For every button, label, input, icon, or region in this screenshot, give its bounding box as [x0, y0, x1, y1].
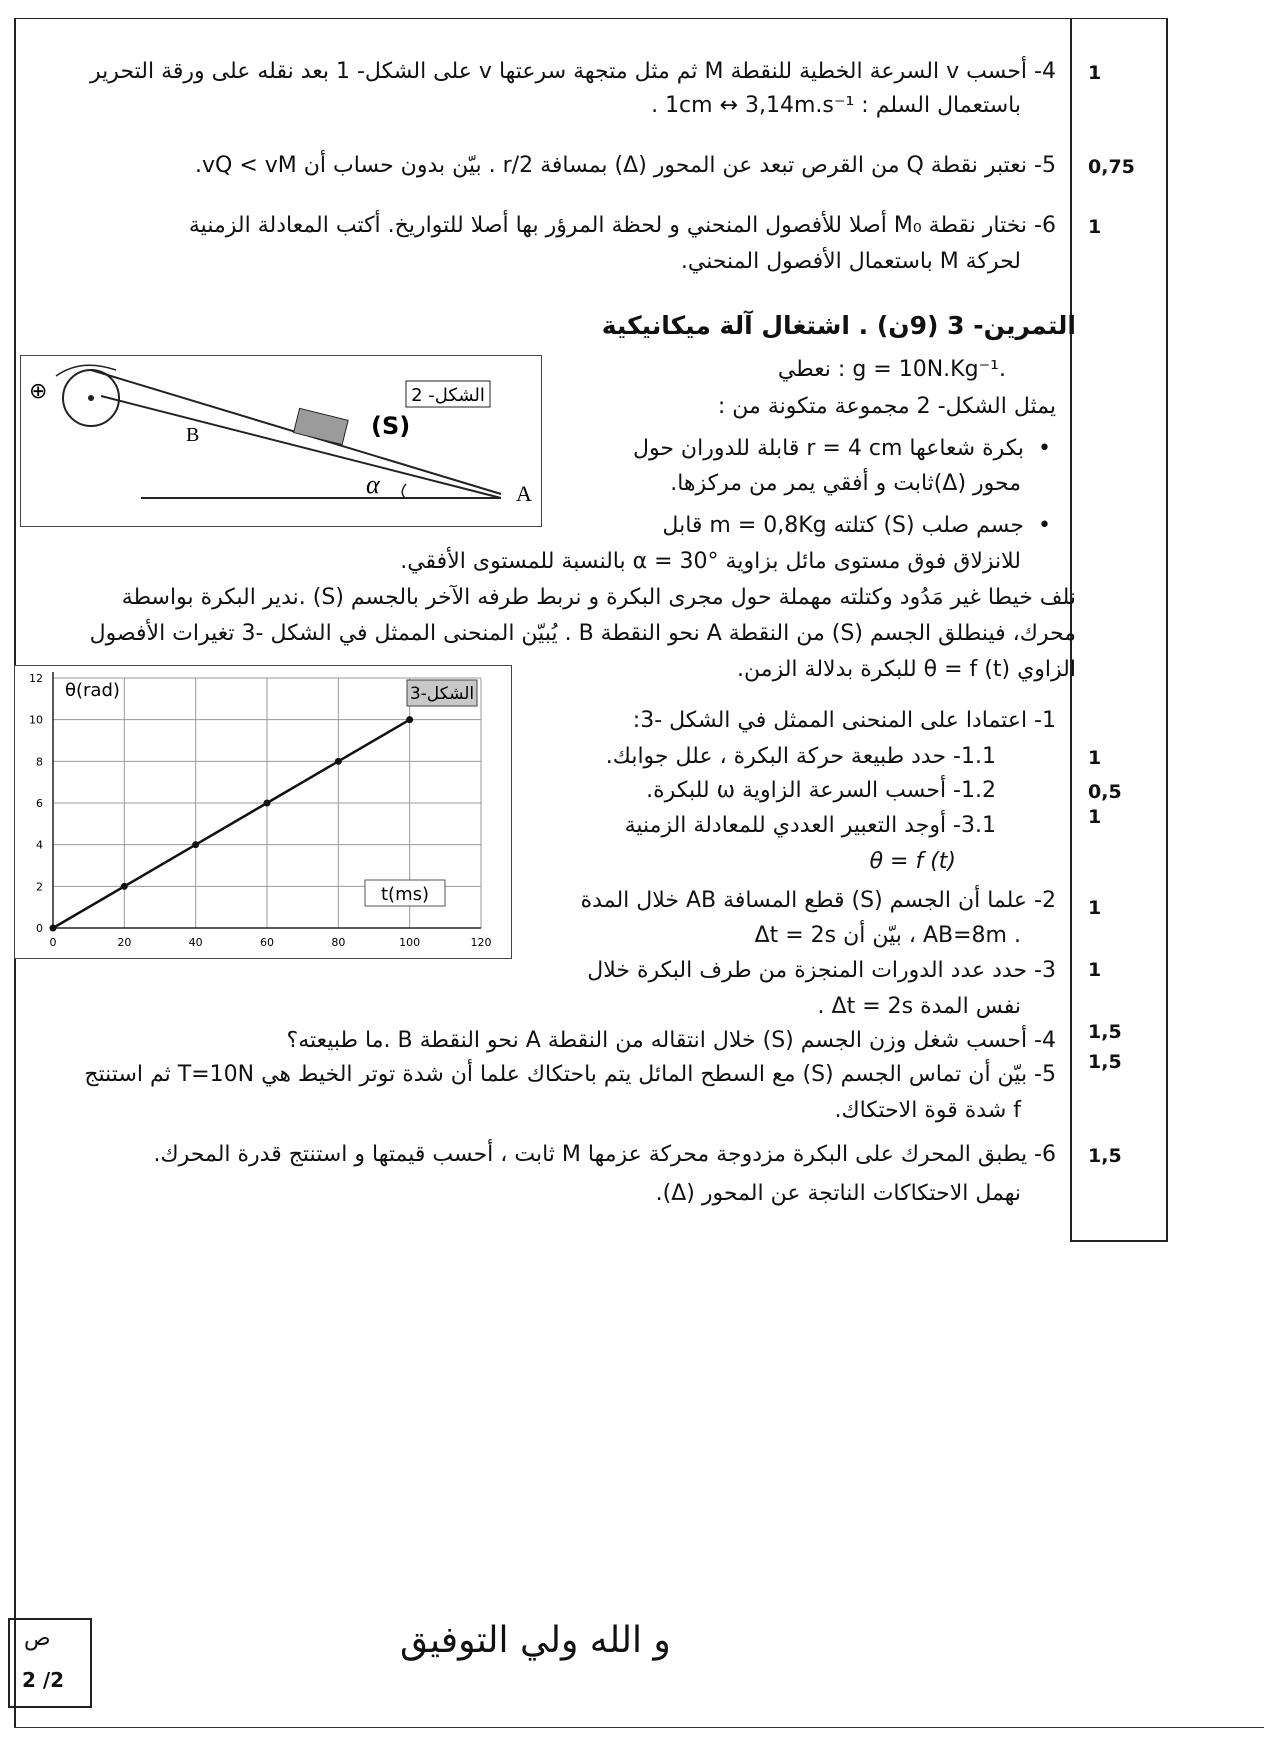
- closing-phrase: و الله ولي التوفيق: [400, 1620, 671, 1661]
- theta-time-chart: [15, 666, 511, 958]
- question-5-line2: f شدة قوة الاحتكاك.: [834, 1098, 1021, 1123]
- question-3: 3- حدد عدد الدورات المنجزة من طرف البكرة خلال: [587, 958, 1056, 983]
- angle-arc: [402, 484, 406, 498]
- question-4-mark: 1,5: [1088, 1021, 1122, 1043]
- item-4-mark: 1: [1088, 62, 1102, 84]
- data-point: [121, 883, 128, 890]
- item-5-mark: 0,75: [1088, 156, 1135, 178]
- question-3-line2: نفس المدة Δt = 2s .: [817, 994, 1021, 1019]
- point-b-label: B: [186, 424, 200, 446]
- paragraph-line3: الزاوي θ = f (t) للبكرة بدلالة الزمن.: [737, 657, 1076, 682]
- data-point: [264, 800, 271, 807]
- question-1: 1- اعتمادا على المنحنى الممثل في الشكل -3:: [632, 708, 1056, 733]
- item-6-line2: لحركة M باستعمال الأفصول المنحني.: [680, 249, 1021, 274]
- question-1-2-mark: 0,5: [1088, 781, 1122, 803]
- y-tick-label: 10: [29, 713, 43, 727]
- data-point: [335, 758, 342, 765]
- item-4-line1: 4- أحسب v السرعة الخطية للنقطة M ثم مثل متجهة سرعتها v على الشكل- 1 بعد نقله على ورقة التحرير: [90, 59, 1056, 84]
- question-6-line2: نهمل الاحتكاكات الناتجة عن المحور (Δ).: [655, 1181, 1021, 1206]
- frame-bottom: [14, 1727, 1264, 1728]
- question-2: 2- علما أن الجسم (S) قطع المسافة AB خلال المدة: [580, 888, 1056, 913]
- figure-2-drawing: [21, 356, 541, 526]
- solid-body: [294, 408, 349, 444]
- y-tick-label: 12: [29, 672, 43, 685]
- page-label: ص: [24, 1626, 51, 1651]
- marks-column-bottom: [1070, 1240, 1168, 1242]
- paragraph-line2: محرك، فينطلق الجسم (S) من النقطة A نحو النقطة B . يُبيّن المنحنى الممثل في الشكل -3 تغيرات الأفصول: [89, 621, 1076, 646]
- paragraph-line1: نلف خيطا غير مَدُود وكتلته مهملة حول مجرى البكرة و نربط طرفه الآخر بالجسم (S) .ندير البكرة بواسطة: [121, 585, 1076, 610]
- x-axis-label: t(ms): [380, 884, 430, 905]
- question-2-line2: . AB=8m ، بيّن أن Δt = 2s: [754, 923, 1021, 948]
- x-tick-label: 60: [260, 936, 274, 949]
- exercise-title: التمرين- 3 (9ن) . اشتغال آلة ميكانيكية: [601, 311, 1076, 340]
- question-4: 4- أحسب شغل وزن الجسم (S) خلال انتقاله من النقطة A نحو النقطة B .ما طبيعته؟: [286, 1028, 1056, 1053]
- figure-2-label: الشكل- 2: [411, 385, 485, 406]
- series-line: [53, 720, 410, 928]
- frame-top: [14, 18, 1168, 19]
- bullet-1a: • بكرة شعاعها r = 4 cm قابلة للدوران حول: [632, 436, 1051, 461]
- bullet-2b: للانزلاق فوق مستوى مائل بزاوية α = 30° بالنسبة للمستوى الأفقي.: [400, 549, 1021, 574]
- bullet-1b: محور (Δ)ثابت و أفقي يمر من مركزها.: [670, 471, 1021, 496]
- x-tick-label: 120: [470, 936, 492, 949]
- question-5: 5- بيّن أن تماس الجسم (S) مع السطح المائل يتم باحتكاك علما أن شدة توتر الخيط هي T=10N ثم استنتج: [84, 1062, 1056, 1087]
- question-5-mark: 1,5: [1088, 1051, 1122, 1073]
- question-3-1-equation: θ = f (t): [869, 849, 956, 874]
- page-number: 2 /2: [22, 1668, 65, 1692]
- y-tick-label: 4: [36, 838, 43, 852]
- x-tick-label: 40: [188, 936, 203, 949]
- chart-title: الشكل-3: [409, 684, 475, 704]
- y-tick-label: 0: [36, 922, 43, 935]
- body-label: (S): [371, 412, 411, 440]
- question-1-2: 1.2- أحسب السرعة الزاوية ω للبكرة.: [646, 778, 996, 803]
- y-axis-label: θ(rad): [65, 680, 120, 701]
- x-tick-label: 0: [49, 936, 57, 949]
- question-1-1-mark: 1: [1088, 747, 1102, 769]
- x-tick-label: 20: [117, 936, 132, 949]
- question-6-mark: 1,5: [1088, 1145, 1122, 1167]
- rotation-symbol: ⊕: [29, 379, 48, 404]
- figure-3: [14, 665, 512, 959]
- item-6-mark: 1: [1088, 216, 1102, 238]
- item-5-line1: 5- نعتبر نقطة Q من القرص تبعد عن المحور (Δ) بمسافة r/2 . بيّن بدون حساب أن vQ < vM.: [195, 153, 1056, 178]
- question-2-mark: 1: [1088, 897, 1102, 919]
- y-tick-label: 2: [36, 880, 43, 894]
- question-3-1: 3.1- أوجد التعبير العددي للمعادلة الزمنية: [624, 813, 996, 838]
- marks-column-right: [1166, 18, 1168, 1240]
- x-tick-label: 80: [331, 936, 346, 949]
- question-3-mark: 1: [1088, 959, 1102, 981]
- question-3-1-mark: 1: [1088, 806, 1102, 828]
- question-1-1: 1.1- حدد طبيعة حركة البكرة ، علل جوابك.: [605, 744, 996, 769]
- bullet-2a: • جسم صلب (S) كتلته m = 0,8Kg قابل: [662, 513, 1051, 538]
- question-6: 6- يطبق المحرك على البكرة مزدوجة محركة عزمها M ثابت ، أحسب قيمتها و استنتج قدرة المحرك.: [153, 1142, 1056, 1167]
- data-point: [192, 841, 199, 848]
- intro-text: يمثل الشكل- 2 مجموعة متكونة من :: [717, 394, 1056, 419]
- data-point: [406, 716, 413, 723]
- y-tick-label: 6: [36, 797, 43, 810]
- item-4-line2: باستعمال السلم : 1cm ↔ 3,14m.s⁻¹ .: [651, 93, 1021, 118]
- item-6-line1: 6- نختار نقطة M₀ أصلا للأفصول المنحني و لحظة المرؤر بها أصلا للتواريخ. أكتب المعادلة الزمنية: [188, 213, 1056, 238]
- figure-2: [20, 355, 542, 527]
- data-point: [50, 925, 57, 932]
- pulley-center: [88, 395, 94, 401]
- page-number-box: [8, 1618, 92, 1708]
- y-tick-label: 8: [36, 755, 43, 769]
- x-tick-label: 100: [399, 936, 421, 949]
- given-g: .g = 10N.Kg⁻¹ : نعطي: [777, 357, 1006, 382]
- angle-label: α: [366, 470, 380, 499]
- point-a-label: A: [516, 481, 532, 506]
